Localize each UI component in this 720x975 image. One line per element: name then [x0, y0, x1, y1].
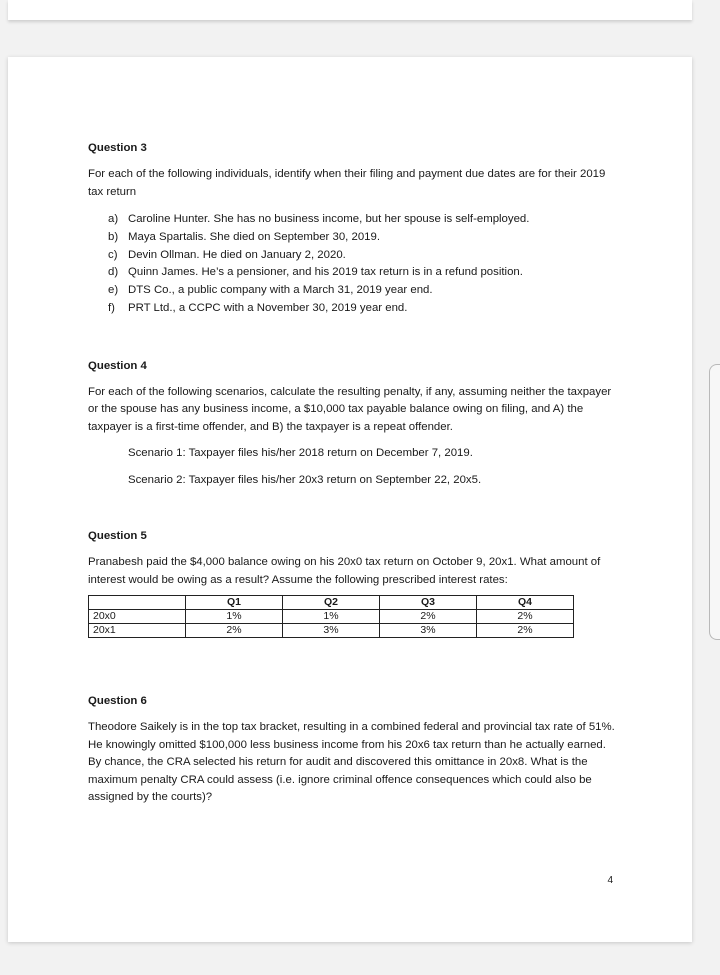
scenario-1: Scenario 1: Taxpayer files his/her 2018 return on December 7, 2019.	[128, 447, 473, 460]
table-row	[89, 624, 574, 638]
table-cell: 20x0	[89, 610, 186, 624]
table-header-cell: Q1	[186, 596, 283, 610]
list-item-text: DTS Co., a public company with a March 31, 2019 year end.	[128, 284, 433, 297]
list-item-label: c)	[108, 248, 118, 261]
table-header-row	[89, 596, 574, 610]
question-4	[88, 359, 618, 488]
table-header-cell: Q4	[477, 596, 574, 610]
question-3-intro: For each of the following individuals, identify when their filing and payment due dates are for their 2019 tax return	[88, 168, 606, 198]
question-6-intro: Theodore Saikely is in the top tax bracket, resulting in a combined federal and provincial tax rate of 51%. He knowingly omitted $100,000 less business income from his 20x6 tax return than he actually earned. By chance, the CRA selected his return for audit and discovered this omittance in 20x8. What is the maximum penalty CRA could assess (i.e. ignore criminal offence consequences which could also be assigned by the courts)?	[88, 721, 615, 804]
table-cell: 2%	[477, 624, 574, 638]
question-4-intro: For each of the following scenarios, calculate the resulting penalty, if any, assuming neither the taxpayer or the spouse has any business income, a $10,000 tax payable balance owing on filing, and A) the taxpayer is a first-time offender, and B) the taxpayer is a repeat offender.	[88, 385, 612, 433]
table-cell: 2%	[186, 624, 283, 638]
question-3-list	[88, 211, 618, 318]
list-item	[108, 247, 618, 265]
list-item-text: Maya Spartalis. She died on September 30, 2019.	[128, 230, 381, 243]
list-item-text: Caroline Hunter. She has no business income, but her spouse is self-employed.	[128, 213, 530, 225]
table-cell: 3%	[283, 624, 380, 638]
list-item-text: PRT Ltd., a CCPC with a November 30, 2019 year end.	[128, 301, 408, 314]
list-item-text: Quinn James. He’s a pensioner, and his 2019 tax return is in a refund position.	[128, 266, 523, 279]
document-page	[8, 57, 692, 942]
table-header-cell	[89, 596, 186, 610]
side-panel-handle[interactable]	[709, 364, 720, 640]
list-item	[108, 282, 618, 300]
table-row	[89, 610, 574, 624]
previous-page-edge	[8, 0, 692, 20]
table-cell: 2%	[380, 610, 477, 624]
question-4-title: Question 4	[88, 359, 147, 372]
list-item-label: a)	[108, 213, 119, 225]
list-item-label: f)	[108, 301, 115, 314]
list-item	[108, 211, 618, 229]
table-header-cell: Q2	[283, 596, 380, 610]
scenario-2: Scenario 2: Taxpayer files his/her 20x3 return on September 22, 20x5.	[128, 474, 482, 487]
list-item-label: d)	[108, 266, 119, 279]
question-3	[88, 141, 618, 318]
table-cell: 1%	[186, 610, 283, 624]
question-5	[88, 529, 618, 638]
page-content	[88, 141, 618, 807]
question-3-title: Question 3	[88, 142, 147, 154]
question-5-title: Question 5	[88, 530, 147, 543]
question-6-title: Question 6	[88, 695, 147, 708]
page-number: 4	[607, 875, 613, 886]
interest-rate-table	[88, 595, 574, 638]
table-cell: 3%	[380, 624, 477, 638]
table-cell: 2%	[477, 610, 574, 624]
list-item-text: Devin Ollman. He died on January 2, 2020.	[128, 248, 346, 261]
list-item-label: e)	[108, 284, 119, 297]
table-cell: 20x1	[89, 624, 186, 638]
question-5-intro: Pranabesh paid the $4,000 balance owing on his 20x0 tax return on October 9, 20x1. What amount of interest would be owing as a result? Assume the following prescribed interest rates:	[88, 556, 601, 586]
list-item	[108, 264, 618, 282]
list-item	[108, 300, 618, 318]
list-item-label: b)	[108, 230, 119, 243]
table-cell: 1%	[283, 610, 380, 624]
list-item	[108, 229, 618, 247]
table-header-cell: Q3	[380, 596, 477, 610]
question-6	[88, 694, 618, 807]
